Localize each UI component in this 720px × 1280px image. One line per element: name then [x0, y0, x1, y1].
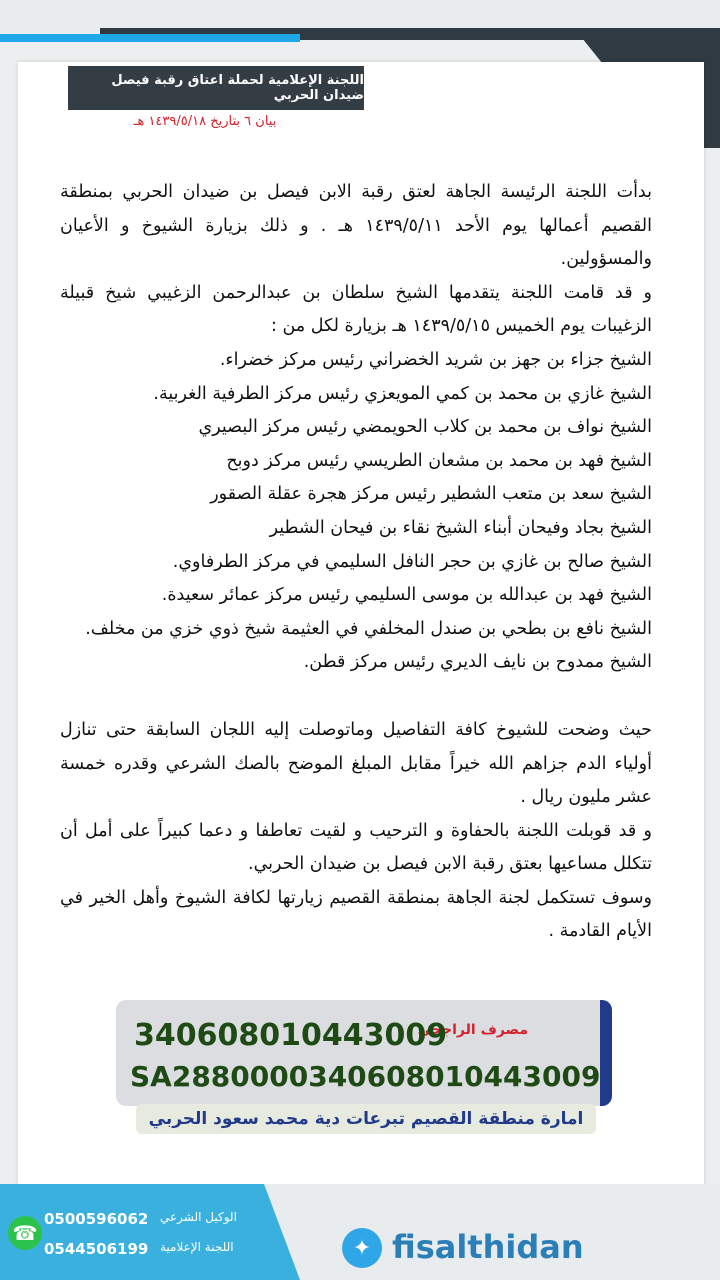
paragraph-intro: بدأت اللجنة الرئيسة الجاهة لعتق رقبة الابن فيصل بن ضيدان الحربي بمنطقة القصيم أعمالها يوم الأحد ١٤٣٩/٥/١١ هـ . و ذلك بزيارة الشيوخ و الأعيان والمسؤولين.: [60, 182, 652, 270]
twitter-handle: fisalthidan: [392, 1228, 584, 1266]
whatsapp-icon: ☎: [8, 1216, 42, 1250]
media-label: اللجنة الإعلامية: [160, 1240, 234, 1254]
list-item: الشيخ نافع بن بطحي بن صندل المخلفي في العثيمة شيخ ذوي خزي من مخلف.: [85, 618, 652, 639]
agent-phone: 0500596062: [44, 1210, 149, 1228]
paragraph-continuation: وسوف تستكمل لجنة الجاهة بمنطقة القصيم زيارتها لكافة الشيوخ وأهل الخير في الأيام القادمة .: [60, 887, 652, 942]
statement-date: بيان ٦ بتاريخ ١٤٣٩/٥/١٨ هـ: [133, 114, 277, 129]
document-title: اللجنة الإعلامية لحملة اعتاق رقبة فيصل ضيدان الحربي: [68, 66, 364, 110]
bank-caption: امارة منطقة القصيم تبرعات دية محمد سعود الحربي: [136, 1104, 596, 1134]
top-bar: [0, 0, 720, 32]
list-item: الشيخ ممدوح بن نايف الديري رئيس مركز قطن.: [303, 652, 652, 673]
paragraph-visit: و قد قامت اللجنة يتقدمها الشيخ سلطان بن عبدالرحمن الزغيبي شيخ قبيلة الزغيبات يوم الخميس ١٤٣٩/٥/١٥ هـ بزيارة لكل من :: [60, 282, 652, 337]
iban-number: SA2880000340608010443009: [130, 1060, 601, 1093]
document-body: [60, 176, 652, 949]
media-phone: 0544506199: [44, 1240, 149, 1258]
twitter-icon: ✦: [342, 1228, 382, 1268]
paragraph-details: حيث وضحت للشيوخ كافة التفاصيل وماتوصلت إليه اللجان السابقة حتى تنازل أولياء الدم جزاهم الله خيراً مقابل المبلغ الموضح بالصك الشرعي وقدره خمسة عشر مليون ريال .: [60, 719, 652, 808]
agent-label: الوكيل الشرعي: [160, 1210, 237, 1224]
bank-name: مصرف الراجحي: [417, 1022, 528, 1038]
list-item: الشيخ غازي بن محمد بن كمي المويعزي رئيس مركز الطرفية الغربية.: [153, 383, 652, 404]
list-item: الشيخ بجاد وفيحان أبناء الشيخ نقاء بن فيحان الشطير: [269, 517, 652, 538]
paragraph-gap: [60, 680, 652, 714]
header-accent-line: [0, 34, 300, 42]
list-item: الشيخ نواف بن محمد بن كلاب الحويمضي رئيس مركز البصيري: [198, 417, 652, 438]
bank-info-box: [116, 1000, 612, 1134]
list-item: الشيخ جزاء بن جهز بن شريد الخضراني رئيس مركز خضراء.: [219, 349, 652, 370]
paragraph-reception: و قد قوبلت اللجنة بالحفاوة و الترحيب و لقيت تعاطفا و دعما كبيراً على أمل أن تتكلل مساعيها بعتق رقبة الابن فيصل بن ضيدان الحربي.: [60, 820, 652, 875]
footer-contact-panel: [0, 1184, 300, 1280]
list-item: الشيخ سعد بن متعب الشطير رئيس مركز هجرة عقلة الصقور: [210, 484, 652, 505]
list-item: الشيخ فهد بن عبدالله بن موسى السليمي رئيس مركز عمائر سعيدة.: [161, 585, 652, 606]
list-item: الشيخ فهد بن محمد بن مشعان الطريسي رئيس مركز دوبح: [226, 450, 652, 471]
list-item: الشيخ صالح بن غازي بن حجر النافل السليمي في مركز الطرفاوي.: [172, 551, 652, 572]
account-number: 340608010443009: [134, 1018, 448, 1053]
